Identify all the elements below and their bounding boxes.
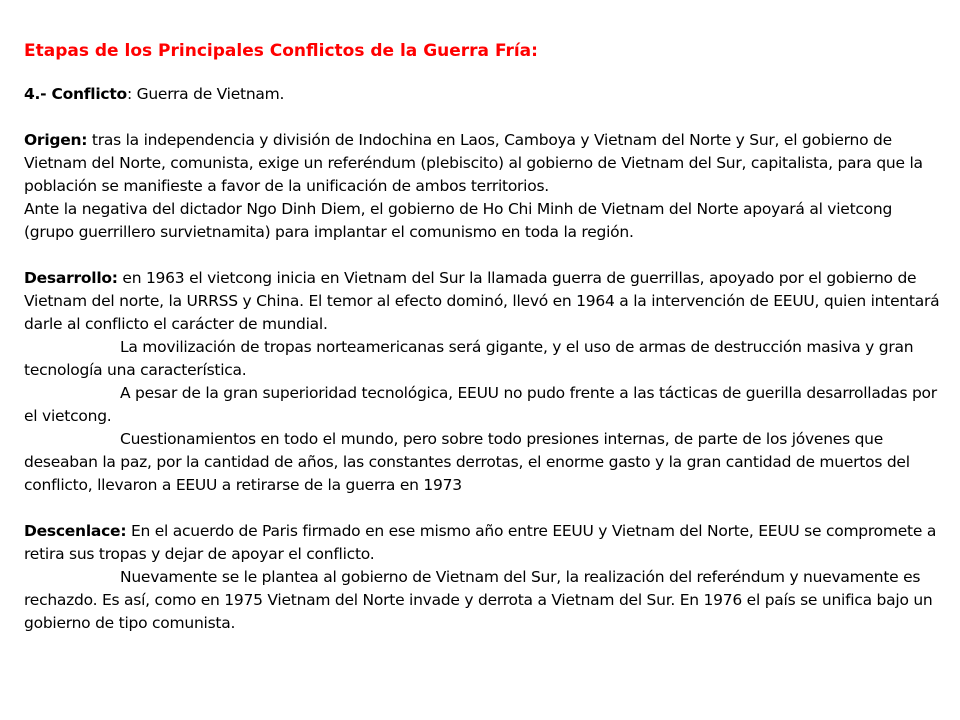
development-paragraph-2	[24, 336, 940, 382]
development-text: en 1963 el vietcong inicia en Vietnam del Sur la llamada guerra de guerrillas, apoyado por el gobierno de Vietnam del norte, la URRSS y China. El temor al efecto dominó, llevó en 1964 a la intervención de EEUU, quien intentará darle al conflicto el carácter de mundial.	[24, 269, 940, 333]
development-text-3: A pesar de la gran superioridad tecnológica, EEUU no pudo frente a las tácticas de guerilla desarrolladas por el vietcong.	[24, 384, 937, 425]
development-text-4: Cuestionamientos en todo el mundo, pero sobre todo presiones internas, de parte de los jóvenes que deseaban la paz, por la cantidad de años, las constantes derrotas, el enorme gasto y la gran cantidad de muertos del conflicto, llevaron a EEUU a retirarse de la guerra en 1973	[24, 430, 910, 494]
outcome-paragraph-2	[24, 566, 940, 635]
conflict-label: 4.- Conflicto	[24, 85, 127, 103]
development-text-2: La movilización de tropas norteamericanas será gigante, y el uso de armas de destrucción masiva y gran tecnología una característica.	[24, 338, 914, 379]
outcome-text: En el acuerdo de Paris firmado en ese mismo año entre EEUU y Vietnam del Norte, EEUU se compromete a retira sus tropas y dejar de apoyar el conflicto.	[24, 522, 937, 563]
conflict-text: : Guerra de Vietnam.	[126, 85, 285, 103]
development-paragraph-4	[24, 428, 940, 497]
development-paragraph	[24, 267, 940, 336]
slide-content	[24, 38, 940, 635]
conflict-line	[24, 83, 940, 106]
origin-label: Origen:	[24, 131, 88, 149]
origin-paragraph-2: Ante la negativa del dictador Ngo Dinh Diem, el gobierno de Ho Chi Minh de Vietnam del Norte apoyará al vietcong (grupo guerrillero survietnamita) para implantar el comunismo en toda la región.	[24, 200, 893, 241]
page-title: Etapas de los Principales Conflictos de la Guerra Fría:	[24, 41, 538, 61]
outcome-label: Descenlace:	[24, 522, 127, 540]
origin-text: tras la independencia y división de Indochina en Laos, Camboya y Vietnam del Norte y Sur, el gobierno de Vietnam del Norte, comunista, exige un referéndum (plebiscito) al gobierno de Vietnam del Sur, capitalista, para que la población se manifieste a favor de la unificación de ambos territorios.	[24, 131, 923, 195]
development-paragraph-3	[24, 382, 940, 428]
spacer	[24, 244, 940, 267]
outcome-paragraph	[24, 520, 940, 566]
spacer	[24, 106, 940, 129]
outcome-text-2: Nuevamente se le plantea al gobierno de Vietnam del Sur, la realización del referéndum y nuevamente es rechazdo. Es así, como en 1975 Vietnam del Norte invade y derrota a Vietnam del Sur. En 1976 el país se unifica bajo un gobierno de tipo comunista.	[24, 568, 933, 632]
origin-paragraph	[24, 129, 940, 198]
development-label: Desarrollo:	[24, 269, 118, 287]
spacer	[24, 497, 940, 520]
